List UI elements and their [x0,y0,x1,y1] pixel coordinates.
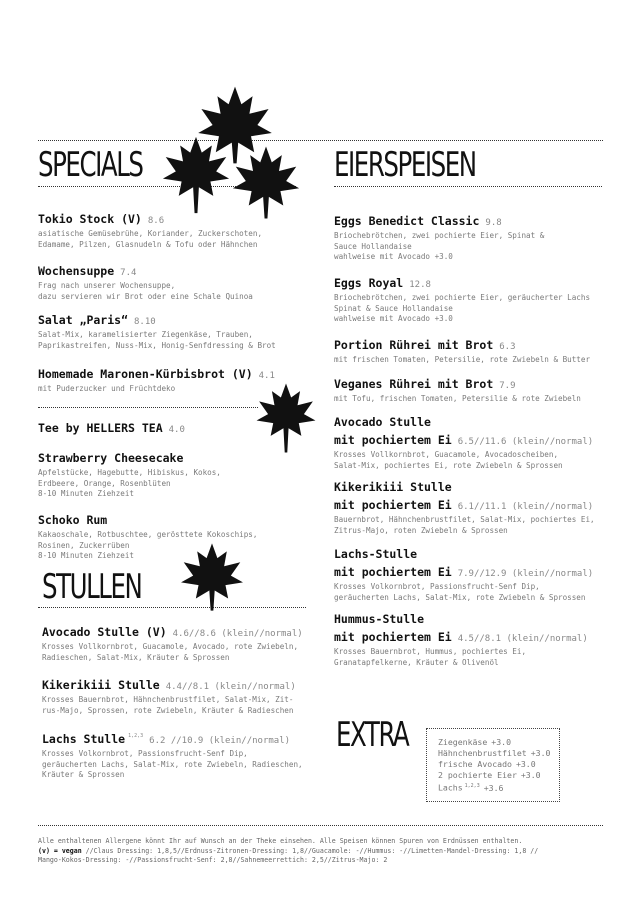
extra-item: Hähnchenbrustfilet +3.0 [438,748,551,758]
item-name: Schoko Rum [38,513,108,527]
item-description: Briochebrötchen, zwei pochierte Eier, Spinat & Sauce Hollandaise wahlweise mit Avocado +3.0 [334,231,545,261]
maple-leaf-icon [230,145,302,220]
item-name: Strawberry Cheesecake [38,451,184,465]
menu-item [334,610,624,668]
menu-item [38,210,308,250]
stullen-heading: STULLEN [42,567,142,607]
item-price: 6.3 [499,342,516,352]
tea-header [38,419,258,437]
item-description: Salat-Mix, karamelisierter Ziegenkäse, Trauben, Paprikastreifen, Nuss-Mix, Honig-Senfdressing & Brot [38,330,276,350]
item-description: Kakaoschale, Rotbuschtee, gerösttete Kokoschips, Rosinen, Zuckerrüben 8-10 Minuten Ziehzeit [38,530,258,560]
item-description: mit Puderzucker und Früchtdeko [38,384,176,393]
menu-item [38,511,278,562]
menu-item [42,623,322,663]
extra-item: Lachs $^{1,2,3}$ +3.6 [438,782,504,793]
item-price: 7.4 [120,268,137,278]
menu-item [334,375,614,405]
vegan-label: (v) = vegan [38,846,82,855]
item-name-line2: mit pochiertem Ei [334,565,452,579]
item-name: Eggs Benedict Classic [334,214,480,228]
menu-item [42,730,322,781]
extra-item: 2 pochierte Eier +3.0 [438,770,541,780]
item-price: 12.8 [409,280,431,290]
item-description: Frag nach unserer Wochensuppe, dazu servieren wir Brot oder eine Schale Quinoa [38,281,253,301]
item-name: Eggs Royal [334,276,404,290]
extra-list [438,737,550,794]
item-name: Hummus-Stulle [334,612,425,626]
divider-top [38,140,603,141]
menu-item [38,311,308,351]
item-price: 4.5//8.1 (klein//normal) [457,634,588,644]
eierspeisen-heading: EIERSPEISEN [334,145,476,185]
menu-item [38,262,308,302]
item-description: mit frischen Tomaten, Petersilie, rote Zwiebeln & Butter [334,355,591,364]
extra-item: Ziegenkäse +3.0 [438,737,512,747]
divider-eierspeisen [334,186,602,187]
item-price: 4.6//8.6 (klein//normal) [172,629,303,639]
maple-leaf-icon [160,135,232,215]
item-description: Krosses Vollkornbrot, Guacamole, Avocadoscheiben, Salat-Mix, pochiertes Ei, rote Zwiebeln & Sprossen [334,450,563,470]
item-description: Krosses Bauernbrot, Hummus, pochiertes Ei, Granatapfelkerne, Kräuter & Olivenöl [334,647,527,667]
item-name: Lachs-Stulle [334,547,418,561]
item-name: Homemade Maronen-Kürbisbrot (V) [38,367,253,381]
item-name-line2: mit pochiertem Ei [334,630,452,644]
menu-item [334,212,614,263]
item-description: Krosses Vollkornbrot, Guacamole, Avocado, rote Zwiebeln, Radieschen, Salat-Mix, Kräuter & Sprossen [42,642,299,662]
item-name: Tokio Stock (V) [38,212,142,226]
item-price: 7.9//12.9 (klein//normal) [457,569,594,579]
item-price: 6.2 //10.9 (klein//normal) [149,736,291,746]
divider-footer [38,825,603,826]
tea-price: 4.0 [168,425,185,435]
item-name-line2: mit pochiertem Ei [334,433,452,447]
item-description: Briochebrötchen, zwei pochierte Eier, geräucherter Lachs Spinat & Sauce Hollandaise wahlweise mit Avocado +3.0 [334,293,591,323]
menu-item [334,413,624,471]
menu-item [38,365,318,395]
item-name: Veganes Rührei mit Brot [334,377,494,391]
item-description: Krosses Bauernbrot, Hähnchenbrustfilet, Salat-Mix, Zit- rus-Majo, Sprossen, rote Zwiebeln, Kräuter & Radieschen [42,695,294,715]
item-name: Kikerikiii Stulle [334,480,452,494]
item-description: Bauernbrot, Hähnchenbrustfilet, Salat-Mix, pochiertes Ei, Zitrus-Majo, roten Zwiebeln & Sprossen [334,515,595,535]
item-name: Avocado Stulle [334,415,431,429]
item-price: 6.5//11.6 (klein//normal) [457,437,594,447]
footer-allergen-note: Alle enthaltenen Allergene könnt Ihr auf Wunsch an der Theke einsehen. Alle Speisen können Spuren von Erdnüssen enthalten. [38,837,523,845]
extra-heading: EXTRA [336,715,409,755]
footer-dressings-2: Mango-Kokos-Dressing: -//Passionsfrucht-Senf: 2,8//Sahnemeerrettich: 2,5//Zitrus-Majo: 2 [38,856,388,864]
menu-item [38,449,278,500]
menu-item [42,676,322,716]
menu-item [334,478,624,536]
item-description: Apfelstücke, Hagebutte, Hibiskus, Kokos, Erdbeere, Orange, Rosenblüten 8-10 Minuten Ziehzeit [38,468,221,498]
item-description: Krosses Volkornbrot, Passionsfrucht-Senf Dip, geräucherten Lachs, Salat-Mix, rote Zwiebeln & Sprossen [334,582,586,602]
item-name: Lachs Stulle [42,732,126,746]
item-description: asiatische Gemüsebrühe, Koriander, Zuckerschoten, Edamame, Pilzen, Glasnudeln & Tofu oder Hähnchen [38,229,263,249]
item-price: 4.1 [258,371,275,381]
divider-tea [38,407,258,408]
item-name: Salat „Paris“ [38,313,129,327]
item-name: Wochensuppe [38,264,115,278]
item-description: Krosses Volkornbrot, Passionsfrucht-Senf Dip, geräucherten Lachs, Salat-Mix, rote Zwiebeln, Radieschen, Kräuter & Sprossen [42,749,303,779]
item-price: 8.10 [134,317,156,327]
footer-dressings: (v) = vegan //Claus Dressing: 1,8,5//Erdnuss-Zitronen-Dressing: 1,8//Guacamole: -//Hummus: -//Limetten-Mandel-Dressing: 1,8 // [38,846,539,855]
item-name: Avocado Stulle (V) [42,625,167,639]
item-price: 9.8 [485,218,502,228]
item-name-line2: mit pochiertem Ei [334,498,452,512]
item-name: Portion Rührei mit Brot [334,338,494,352]
menu-item [334,336,614,366]
divider-stullen [38,607,306,608]
item-price: 4.4//8.1 (klein//normal) [165,682,296,692]
item-description: mit Tofu, frischen Tomaten, Petersilie & rote Zwiebeln [334,394,581,403]
item-price: 7.9 [499,381,516,391]
menu-item [334,545,624,603]
tea-title: Tee by HELLERS TEA [38,421,163,435]
menu-item [334,274,614,325]
allergen-sup: 1,2,3 [128,732,144,739]
extra-item: frische Avocado +3.0 [438,759,536,769]
item-name: Kikerikiii Stulle [42,678,160,692]
item-price: 6.1//11.1 (klein//normal) [457,502,594,512]
item-price: 8.6 [147,216,165,226]
footer-notes [38,837,608,866]
specials-heading: SPECIALS [38,145,143,185]
